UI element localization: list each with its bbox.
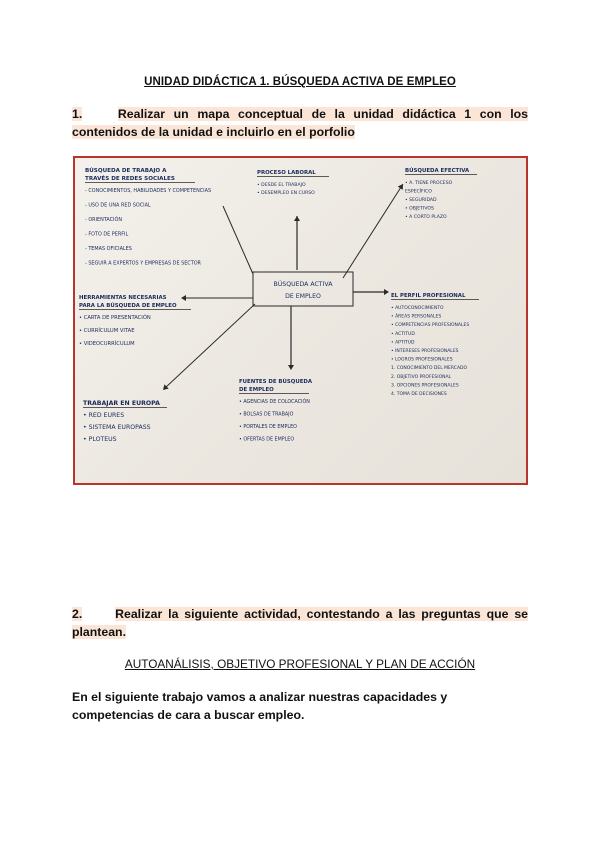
- top-left-item: - FOTO DE PERFIL: [85, 231, 129, 238]
- top-right-heading: BÚSQUEDA EFECTIVA: [405, 168, 470, 174]
- connector-bottom-left: [165, 304, 255, 388]
- center-box: [253, 272, 353, 306]
- mid-right-item: 4. TOMA DE DECISIONES: [391, 392, 447, 397]
- top-right-item: • OBJETIVOS: [405, 206, 434, 212]
- bottom-center-item: • AGENCIAS DE COLOCACIÓN: [239, 400, 310, 405]
- mid-left-item: • VIDEOCURRÍCULUM: [79, 341, 135, 347]
- mid-right-item: • LOGROS PROFESIONALES: [391, 357, 453, 363]
- bottom-left-heading: TRABAJAR EN EUROPA: [83, 400, 160, 407]
- mid-right-item: • ACTITUD: [391, 331, 415, 337]
- arrow-left: [181, 295, 186, 301]
- top-right-item: • A CORTO PLAZO: [405, 215, 447, 220]
- mid-right-item: • APTITUD: [391, 340, 415, 346]
- mid-left-heading: PARA LA BÚSQUEDA DE EMPLEO: [79, 303, 177, 309]
- connector-top-left: [223, 206, 253, 274]
- bottom-center-item: • BOLSAS DE TRABAJO: [239, 412, 294, 418]
- concept-map-photo: [73, 156, 528, 485]
- center-label: DE EMPLEO: [285, 293, 321, 300]
- mid-right-item: • COMPETENCIAS PROFESIONALES: [391, 323, 470, 329]
- bottom-center-heading: FUENTES DE BÚSQUEDA: [239, 379, 313, 385]
- top-left-item: - SEGUIR A EXPERTOS Y EMPRESAS DE SECTOR: [85, 260, 201, 267]
- section-2-text: Realizar la siguiente actividad, contestando a las preguntas que se plantean.: [72, 607, 528, 639]
- section-1-text: Realizar un mapa conceptual de la unidad didáctica 1 con los contenidos de la unidad e incluirlo en el porfolio: [72, 107, 528, 139]
- mid-left-item: • CURRÍCULUM VITAE: [79, 328, 135, 334]
- top-left-item: - ORIENTACIÓN: [85, 217, 122, 223]
- bottom-center-heading: DE EMPLEO: [239, 387, 274, 393]
- arrow-bottom: [288, 365, 294, 370]
- center-label: BÚSQUEDA ACTIVA: [273, 281, 333, 288]
- top-center-item: • DESEMPLEO EN CURSO: [257, 191, 315, 196]
- connector-top-right: [343, 184, 403, 278]
- top-center-item: • DESDE EL TRABAJO: [257, 183, 306, 188]
- mid-right-item: • ÁREAS PERSONALES: [391, 314, 442, 320]
- bottom-center-item: • PORTALES DE EMPLEO: [239, 425, 297, 430]
- bottom-left-item: • SISTEMA EUROPASS: [83, 424, 151, 431]
- top-left-heading: BÚSQUEDA DE TRABAJO A: [85, 168, 167, 174]
- document-title: UNIDAD DIDÁCTICA 1. BÚSQUEDA ACTIVA DE EMPLEO: [144, 76, 456, 88]
- top-right-item: • A. TIENE PROCESO: [405, 181, 453, 186]
- mid-right-item: 3. OPCIONES PROFESIONALES: [391, 383, 459, 389]
- mid-right-heading: EL PERFIL PROFESIONAL: [391, 293, 466, 299]
- mid-right-item: 2. OBJETIVO PROFESIONAL: [391, 374, 452, 380]
- concept-map: [73, 156, 528, 485]
- arrow-right: [384, 289, 389, 295]
- top-left-item: - USO DE UNA RED SOCIAL: [85, 202, 151, 209]
- top-center-heading: PROCESO LABORAL: [257, 170, 316, 176]
- mid-left-heading: HERRAMIENTAS NECESARIAS: [79, 295, 167, 301]
- section-1-number: 1.: [72, 107, 83, 121]
- arrow-top: [294, 216, 300, 221]
- intro-paragraph: En el siguiente trabajo vamos a analizar nuestras capacidades y competencias de cara a buscar empleo.: [72, 690, 448, 722]
- top-right-item: ESPECÍFICO: [405, 189, 432, 195]
- section-1-heading: [72, 105, 528, 141]
- top-right-item: • SEGURIDAD: [405, 198, 437, 203]
- section-2-number: 2.: [72, 607, 83, 621]
- activity-subtitle: AUTOANÁLISIS, OBJETIVO PROFESIONAL Y PLAN DE ACCIÓN: [124, 657, 476, 671]
- mid-left-item: • CARTA DE PRESENTACIÓN: [79, 315, 151, 321]
- top-left-item: - TEMAS OFICIALES: [85, 246, 132, 252]
- mid-right-item: • AUTOCONOCIMIENTO: [391, 306, 444, 311]
- top-left-heading: TRAVÉS DE REDES SOCIALES: [85, 176, 175, 182]
- mid-right-item: • INTERESES PROFESIONALES: [391, 349, 459, 354]
- top-left-item: - CONOCIMIENTOS, HABILIDADES Y COMPETENCIAS: [85, 188, 212, 194]
- bottom-center-item: • OFERTAS DE EMPLEO: [239, 437, 295, 443]
- section-2-heading: [72, 605, 528, 641]
- bottom-left-item: • PLOTEUS: [83, 436, 117, 443]
- mid-right-item: 1. CONOCIMIENTO DEL MERCADO: [391, 366, 468, 372]
- bottom-left-item: • RED EURES: [83, 412, 125, 419]
